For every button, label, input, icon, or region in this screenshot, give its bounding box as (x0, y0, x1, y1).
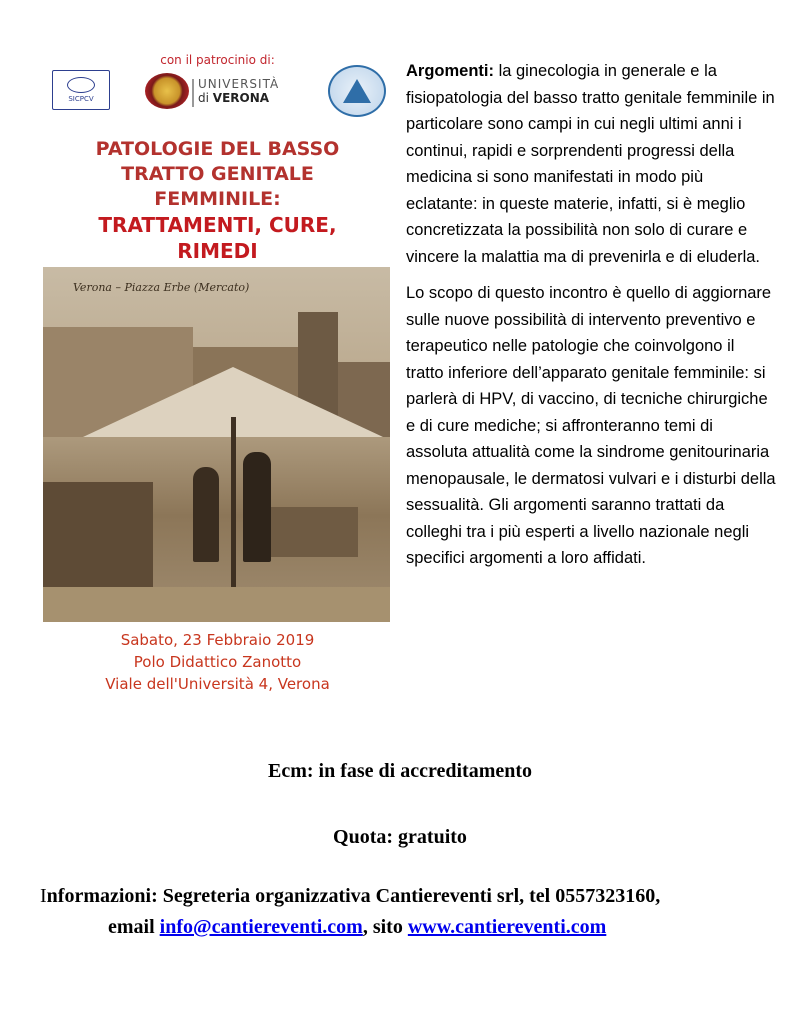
market-photo (43, 267, 390, 622)
info-line: Informazioni: Segreteria organizzativa Cantiereventi srl, tel 0557323160, (40, 885, 661, 907)
flyer-title-line: PATOLOGIE DEL BASSO (95, 138, 340, 160)
university-logo: UNIVERSITÀ di VERONA (198, 77, 313, 111)
topics-label: Argomenti: (406, 62, 494, 80)
event-address: Viale dell'Università 4, Verona (105, 675, 330, 693)
email-link[interactable]: info@cantiereventi.com (159, 916, 363, 938)
photo-caption: Verona – Piazza Erbe (Mercato) (73, 281, 250, 294)
quota-line: Quota: gratuito (333, 826, 467, 848)
website-link[interactable]: www.cantiereventi.com (407, 916, 607, 938)
flyer-title-line: FEMMINILE: (154, 188, 281, 210)
topics-paragraph: Argomenti: la ginecologia in generale e la fisiopatologia del basso tratto genitale femminile in particolare sono campi in cui negli ultimi anni i continui, rapidi e sorprendenti progressi della medicina si sono manifestati in modo più eclatante: in queste materie, infatti, si è meglio concretizzata la possibilità non solo di curare e vincere la malattia ma di prevenirla e di eluderla. (406, 62, 775, 266)
text-cursor: I (40, 885, 47, 907)
event-date: Sabato, 23 Febbraio 2019 (120, 631, 315, 649)
contact-line: email info@cantiereventi.com, sito www.cantiereventi.com (108, 916, 607, 938)
sicpcv-logo: SICPCV (52, 70, 110, 110)
flyer-title-line: RIMEDI (177, 239, 258, 263)
ecm-line: Ecm: in fase di accreditamento (267, 760, 533, 782)
logo-oval-icon (67, 77, 95, 93)
flyer-title-line: TRATTAMENTI, CURE, (98, 213, 337, 237)
patronage-label: con il patrocinio di: (160, 53, 275, 67)
event-venue: Polo Didattico Zanotto (133, 653, 302, 671)
event-flyer (40, 45, 395, 695)
flyer-title-line: TRATTO GENITALE (121, 163, 314, 185)
description-text (406, 58, 776, 582)
scope-paragraph: Lo scopo di questo incontro è quello di aggiornare sulle nuove possibilità di intervento preventivo e terapeutico nelle patologie che coinvolgono il tratto inferiore dell’apparato genitale femminile: si parlerà di HPV, di vaccino, di tecniche chirurgiche e di cure mediche; si affronteranno temi di assoluta attualità come la sindrome genitourinaria menopausale, le dermatosi vulvari e i disturbi della sessualità. Gli argomenti saranno trattati da colleghi tra i più esperti a livello nazionale negli specifici argomenti a loro affidati. (406, 284, 776, 567)
university-seal-icon (145, 73, 189, 109)
association-emblem-icon (328, 65, 386, 117)
